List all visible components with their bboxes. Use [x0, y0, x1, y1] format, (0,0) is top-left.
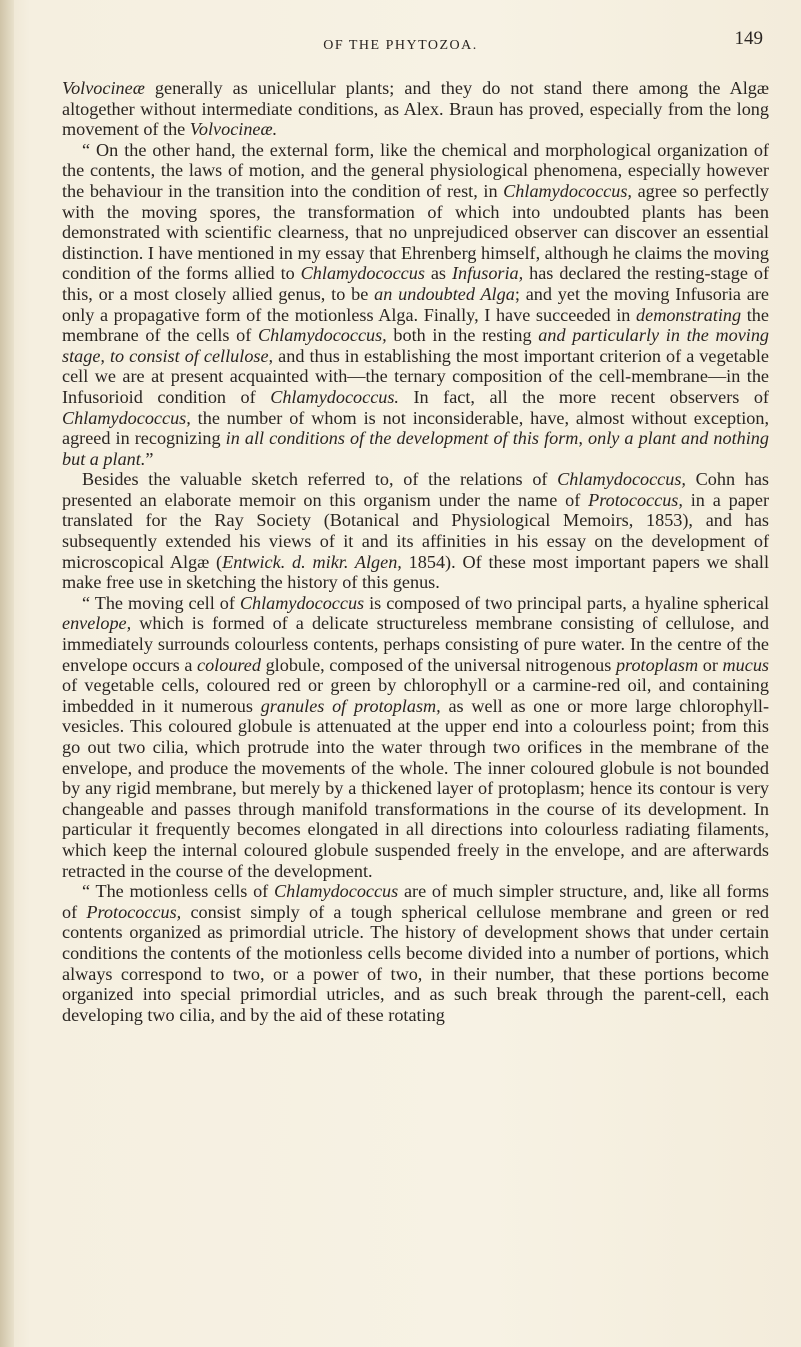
paragraph: [62, 140, 769, 470]
text-run: as: [424, 263, 452, 284]
running-head: OF THE PHYTOZOA.: [323, 38, 478, 53]
italic-run: Volvocineæ: [62, 78, 145, 98]
italic-run: Protococcus,: [588, 489, 683, 510]
italic-run: Chlamydococcus,: [62, 407, 191, 428]
text-run: In fact, all the more recent observers of: [398, 386, 769, 407]
text-run: are of much simpler structure, and, like all forms of: [62, 881, 769, 922]
text-run: generally as unicellular plants; and they do not stand there among the Algæ altogether without intermediate conditions, as Alex. Braun has proved, especially from the long movement of the: [62, 78, 769, 140]
text-run: the number of whom is not inconsiderable, have, almost without exception, agreed in recognizing: [62, 407, 769, 449]
italic-run: envelope,: [62, 613, 132, 634]
text-run: and thus in establishing the most important criterion of a vegetable cell we are at present acquainted with—the ternary composition of the cell-membrane—in the Infusorioid condition of: [62, 345, 769, 407]
italic-run: Infusoria,: [451, 263, 524, 284]
text-run: 1854). Of these most important papers we shall make free use in sketching the history of this genus.: [62, 551, 770, 593]
text-run: agree so perfectly with the moving spores, the transformation of which into undoubted plants has been demonstrated with scientific clearness, that no unprejudiced observer can discover an essential distinction. I have mentioned in my essay that Ehrenberg himself, although he claims the moving condition of the forms allied to: [62, 180, 769, 284]
text-run: which is formed of a delicate structureless membrane consisting of cellulose, and immediately surrounds colourless contents, perhaps consisting of pure water. In the centre of the envelope occurs a: [62, 613, 769, 675]
italic-run: demonstrating: [636, 304, 742, 325]
paragraph: [62, 469, 769, 593]
text-run: has declared the resting-stage of this, or a most closely allied genus, to be: [62, 263, 770, 304]
italic-run: Chlamydococcus,: [557, 469, 686, 490]
italic-run: Chlamydococcus.: [270, 386, 399, 407]
italic-run: Chlamydococcus: [273, 881, 399, 902]
paragraph: [62, 78, 769, 140]
text-run: in a paper translated for the Ray Society (Botanical and Physiological Memoirs, 1853), and has subsequently extended his views of it and its affinities in his essay on the development of microscopical Algæ (: [62, 489, 770, 572]
italic-run: Chlamydococcus,: [257, 325, 387, 346]
italic-run: Chlamydococcus: [239, 592, 365, 613]
text-run: Cohn has presented an elaborate memoir on this organism under the name of: [62, 469, 770, 510]
text-run: or: [698, 654, 723, 675]
italic-run: in all conditions of the development of this form, only a plant and nothing but a plant.: [62, 428, 769, 469]
text-run: the membrane of the cells of: [62, 304, 769, 346]
italic-run: granules of protoplasm,: [260, 695, 441, 716]
text-run: is composed of two principal parts, a hyaline spherical: [364, 592, 769, 613]
body-text: [62, 78, 769, 1025]
italic-run: mucus: [722, 654, 769, 675]
italic-run: Protococcus,: [86, 901, 182, 922]
text-run: “ The motionless cells of: [82, 881, 274, 902]
italic-run: Entwick. d. mikr. Algen,: [222, 551, 402, 572]
text-run: consist simply of a tough spherical cellulose membrane and green or red contents organized as primordial utricle. The history of development shows that under certain conditions the contents of the motionless cells become divided into a number of portions, which always correspond to two, or a power of two, in their number, that these portions become organized into special primordial utricles, and as such break through the parent-cell, each developing two cilia, and by the aid of these rotating: [62, 901, 769, 1025]
italic-run: an undoubted Alga: [374, 283, 515, 304]
paragraph: [62, 593, 769, 881]
text-run: as well as one or more large chlorophyll-vesicles. This coloured globule is attenuated at the upper end into a colourless point; from this go out two cilia, which protrude into the water through two orifices in the membrane of the envelope, and produce the movements of the whole. The inner coloured globule is not bounded by any rigid membrane, but merely by a thickened layer of protoplasm; hence its contour is very changeable and passes through manifold transformations in the course of its development. In particular it frequently becomes elongated in all directions into colourless radiating filaments, which keep the internal coloured globule suspended freely in the envelope, and are afterwards retracted in the course of the development.: [62, 695, 769, 881]
italic-run: Volvocineæ.: [189, 119, 278, 140]
italic-run: coloured: [197, 654, 261, 675]
text-run: ”: [145, 448, 154, 469]
text-run: ; and yet the moving Infusoria are only a propagative form of the motionless Alga. Finally, I have succeeded in: [62, 283, 770, 325]
page-binding-edge: [0, 0, 14, 1347]
text-run: “ On the other hand, the external form, like the chemical and morphological organization of the contents, the laws of motion, and the general physiological phenomena, especially however the behaviour in the transition into the condition of rest, in: [62, 139, 769, 201]
page-number: 149: [734, 28, 763, 49]
italic-run: protoplasm: [615, 654, 699, 675]
italic-run: Chlamydococcus,: [503, 180, 632, 201]
text-run: globule, composed of the universal nitrogenous: [260, 654, 616, 675]
text-run: of vegetable cells, coloured red or green by chlorophyll or a carmine-red oil, and containing imbedded in it numerous: [62, 675, 769, 716]
text-run: Besides the valuable sketch referred to, of the relations of: [82, 469, 558, 490]
text-run: both in the resting: [386, 325, 539, 346]
text-run: “ The moving cell of: [82, 592, 240, 613]
italic-run: and particularly in the moving stage, to consist of cellulose,: [62, 325, 770, 366]
paragraph: [62, 881, 769, 1025]
italic-run: Chlamydococcus: [300, 263, 425, 284]
